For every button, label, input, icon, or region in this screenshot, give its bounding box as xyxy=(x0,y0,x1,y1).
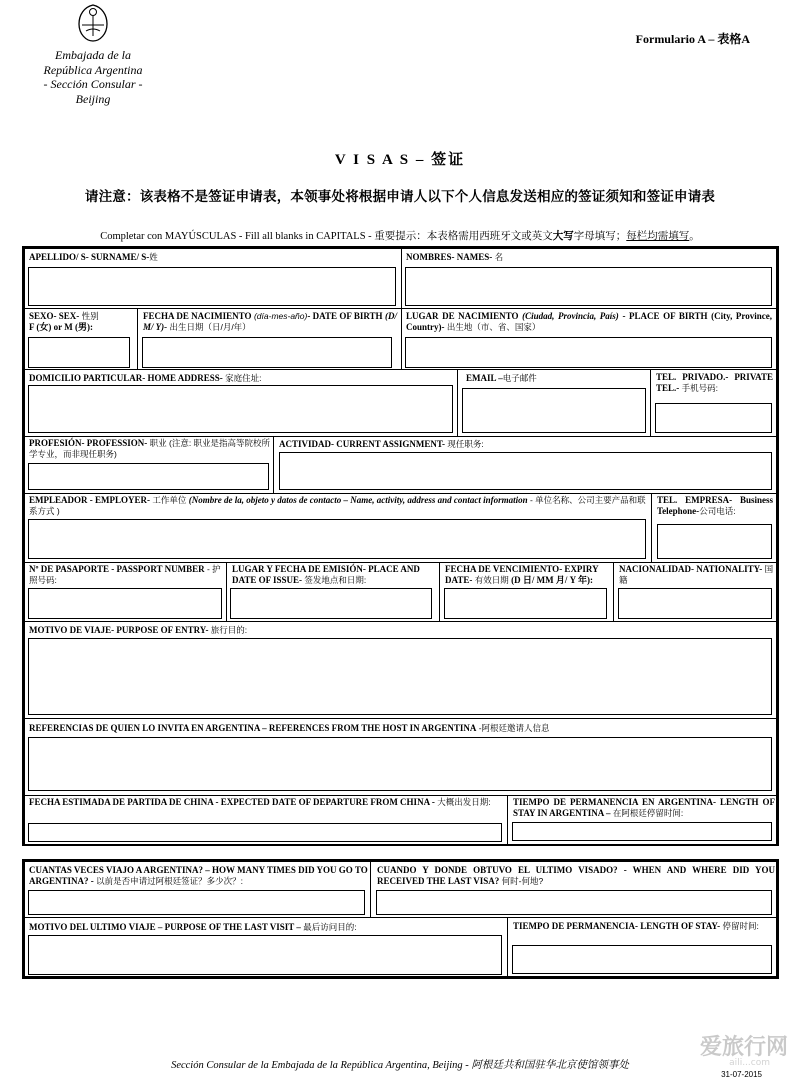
profession-label: PROFESIÓN- PROFESSION- 职业 (注意: 职业是指高等院校所学专业，而非现任职务) xyxy=(29,438,271,459)
birth-place-label: LUGAR DE NACIMIENTO (Ciudad, Provincia, País) - PLACE OF BIRTH (City, Province, Country)- 出生地（市、省、国家） xyxy=(406,311,772,332)
employer-input[interactable] xyxy=(28,519,646,559)
purpose-input[interactable] xyxy=(28,638,772,715)
assignment-cell xyxy=(273,436,777,494)
employer-cell xyxy=(24,493,652,563)
issue-place-cell xyxy=(226,562,440,622)
stay-length-label: TIEMPO DE PERMANENCIA EN ARGENTINA- LENGTH OF STAY IN ARGENTINA – 在阿根廷停留时间: xyxy=(513,797,775,818)
embassy-name xyxy=(22,48,164,106)
form-date: 31-07-2015 xyxy=(721,1070,762,1079)
visit-count-input[interactable] xyxy=(28,890,365,915)
embassy-emblem-icon xyxy=(76,3,110,43)
footer-text: Sección Consular de la Embajada de la República Argentina, Beijing - 阿根廷共和国驻华北京使馆领事处 xyxy=(171,1060,629,1071)
last-visit-purpose-label: MOTIVO DEL ULTIMO VIAJE – PURPOSE OF THE LAST VISIT – 最后访问目的: xyxy=(29,922,357,932)
embassy-line: Beijing xyxy=(75,91,111,106)
departure-label: FECHA ESTIMADA DE PARTIDA DE CHINA - EXPECTED DATE OF DEPARTURE FROM CHINA - 大概出发日期: xyxy=(29,797,491,807)
sex-cell xyxy=(24,308,138,370)
purpose-label: MOTIVO DE VIAJE- PURPOSE OF ENTRY- 旅行目的: xyxy=(29,625,248,635)
surname-cell xyxy=(24,248,402,309)
profession-input[interactable] xyxy=(28,463,269,490)
references-input[interactable] xyxy=(28,737,772,791)
business-tel-cell xyxy=(651,493,777,563)
last-visa-input[interactable] xyxy=(376,890,772,915)
nationality-cell xyxy=(613,562,777,622)
form-id: Formulario A – 表格A xyxy=(635,32,750,46)
birth-date-label: FECHA DE NACIMIENTO (día-mes-año)- DATE OF BIRTH (D/ M/ Y)- 出生日期（日/月/年） xyxy=(143,311,397,332)
last-stay-length-cell xyxy=(507,917,777,977)
issue-place-label: LUGAR Y FECHA DE EMISIÓN- PLACE AND DATE OF ISSUE- 签发地点和日期: xyxy=(232,564,420,585)
assignment-label: ACTIVIDAD- CURRENT ASSIGNMENT- 现任职务: xyxy=(279,439,484,449)
last-visit-purpose-input[interactable] xyxy=(28,935,502,975)
departure-cell xyxy=(24,795,508,845)
watermark: 爱旅行网 xyxy=(699,1035,788,1060)
embassy-line: República Argentina xyxy=(43,62,143,77)
birth-date-input[interactable] xyxy=(142,337,392,368)
last-visa-cell xyxy=(370,861,777,918)
stay-length-input[interactable] xyxy=(512,822,772,841)
private-tel-cell xyxy=(650,369,777,437)
birth-date-cell xyxy=(137,308,402,370)
private-tel-label: TEL. PRIVADO.- PRIVATE TEL.- 手机号码: xyxy=(656,372,773,393)
names-input[interactable] xyxy=(405,267,772,306)
embassy-line: - Sección Consular - xyxy=(43,77,143,91)
expiry-cell xyxy=(439,562,614,622)
birth-place-input[interactable] xyxy=(405,337,772,368)
watermark-url: aili...com xyxy=(729,1058,770,1068)
embassy-line: Embajada de la xyxy=(55,48,131,62)
stay-length-cell xyxy=(507,795,777,845)
instructions: Completar con MAYÚSCULAS - Fill all blanks in CAPITALS - 重要提示：本表格需用西班牙文或英文大写字母填写；每栏均需填写。 xyxy=(100,231,700,242)
passport-cell xyxy=(24,562,227,622)
page-title: V I S A S – 签证 xyxy=(334,152,466,168)
references-label: REFERENCIAS DE QUIEN LO INVITA EN ARGENTINA – REFERENCES FROM THE HOST IN ARGENTINA -阿根廷邀请人信息 xyxy=(29,723,550,733)
names-cell xyxy=(401,248,777,309)
profession-cell xyxy=(24,436,274,494)
home-address-input[interactable] xyxy=(28,385,453,433)
departure-input[interactable] xyxy=(28,823,502,842)
nationality-label: NACIONALIDAD- NATIONALITY- 国籍 xyxy=(619,564,774,585)
expiry-input[interactable] xyxy=(444,588,607,619)
visit-count-cell xyxy=(24,861,371,918)
last-stay-length-input[interactable] xyxy=(512,945,772,974)
email-input[interactable] xyxy=(462,388,646,433)
home-address-label: DOMICILIO PARTICULAR- HOME ADDRESS- 家庭住址: xyxy=(29,373,262,383)
names-label: NOMBRES- NAMES- 名 xyxy=(406,252,504,262)
last-visit-purpose-cell xyxy=(24,917,508,977)
notice-text: 请注意：该表格不是签证申请表，本领事处将根据申请人以下个人信息发送相应的签证须知和签证申请表 xyxy=(84,189,716,204)
assignment-input[interactable] xyxy=(279,452,772,490)
email-label: EMAIL –电子邮件 xyxy=(466,373,537,383)
email-cell xyxy=(457,369,651,437)
expiry-label: FECHA DE VENCIMIENTO- EXPIRY DATE- 有效日期 (D 日/ MM 月/ Y 年): xyxy=(445,564,599,585)
last-stay-length-label: TIEMPO DE PERMANENCIA- LENGTH OF STAY- 停留时间: xyxy=(513,921,759,931)
purpose-cell xyxy=(24,621,777,719)
surname-label: APELLIDO/ S- SURNAME/ S-姓 xyxy=(29,252,158,262)
references-cell xyxy=(24,718,777,796)
sex-input[interactable] xyxy=(28,337,130,368)
surname-input[interactable] xyxy=(28,267,396,306)
birth-place-cell xyxy=(401,308,777,370)
business-tel-label: TEL. EMPRESA- Business Telephone-公司电话: xyxy=(657,495,773,516)
business-tel-input[interactable] xyxy=(657,524,772,559)
nationality-input[interactable] xyxy=(618,588,772,619)
last-visa-label: CUANDO Y DONDE OBTUVO EL ULTIMO VISADO? - WHEN AND WHERE DID YOU RECEIVED THE LAST VISA? 何时-何地? xyxy=(377,865,775,886)
home-address-cell xyxy=(24,369,458,437)
passport-input[interactable] xyxy=(28,588,222,619)
employer-label: EMPLEADOR - EMPLOYER- 工作单位 (Nombre de la, objeto y datos de contacto – Name, activity, address and contact information - 单位名称、公司主要产品和联系方式 ) xyxy=(29,495,646,516)
visit-count-label: CUANTAS VECES VIAJO A ARGENTINA? – HOW MANY TIMES DID YOU GO TO ARGENTINA? - 以前是否申请过阿根廷签证？多少次？: xyxy=(29,865,368,886)
sex-label: SEXO- SEX- 性别 F (女) or M (男): xyxy=(29,311,99,332)
passport-label: Nº DE PASAPORTE - PASSPORT NUMBER - 护照号码: xyxy=(29,564,221,585)
issue-place-input[interactable] xyxy=(230,588,432,619)
private-tel-input[interactable] xyxy=(655,403,772,433)
